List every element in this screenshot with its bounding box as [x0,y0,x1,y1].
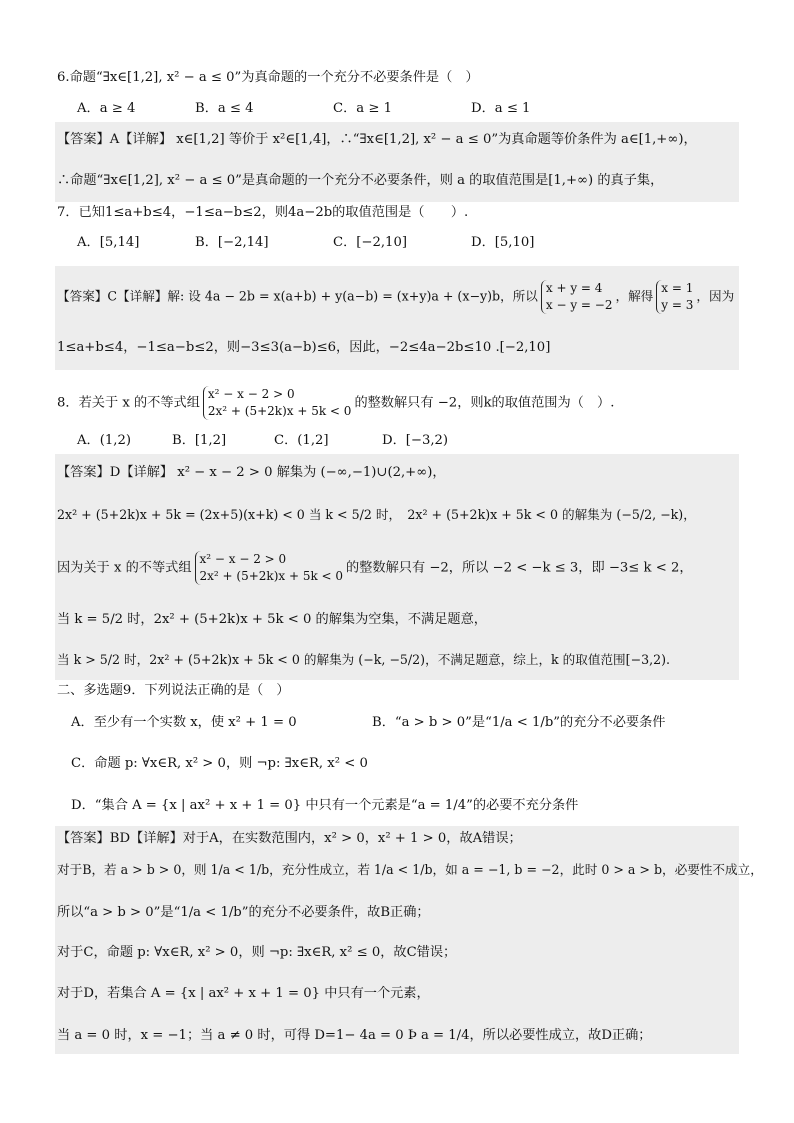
q7-option-c: C．[−2,10] [333,235,407,250]
q9-option-a: A．至少有一个实数 x，使 x² + 1 = 0 [71,715,297,730]
q9-option-d: D．“集合 A = {x | ax² + x + 1 = 0} 中只有一个元素是“a = 1/4”的必要不充分条件 [71,798,579,813]
q7-option-d: D．[5,10] [471,235,535,250]
q6-answer-line-1: 【答案】A【详解】 x∈[1,2] 等价于 x²∈[1,4]，∴“∃x∈[1,2], x² − a ≤ 0”为真命题等价条件为 a∈[1,+∞)， [57,132,697,147]
q6-option-d: D．a ≤ 1 [471,101,531,116]
q8-answer-line-3: 因为关于 x 的不等式组 x² − x − 2 > 0 2x² + (5+2k)x + 5k < 0 的整数解只有 −2，所以 −2 < −k ≤ 3，即 −3≤ k < 2， [57,552,693,583]
q8-option-b: B．[1,2] [172,433,227,448]
q6-option-a: A．a ≥ 4 [77,101,136,116]
q8-option-a: A．(1,2) [77,433,131,448]
q7-option-a: A．[5,14] [77,235,140,250]
q9-answer-line-1: 【答案】BD【详解】对于A，在实数范围内，x² > 0，x² + 1 > 0，故A错误； [57,831,522,846]
question-9-stem: 二、多选题9．下列说法正确的是（ ） [57,683,290,698]
q9-answer-line-5: 对于D，若集合 A = {x | ax² + x + 1 = 0} 中只有一个元素， [57,986,430,1001]
q7-option-b: B．[−2,14] [195,235,269,250]
q7-answer-line-1: 【答案】C【详解】解: 设 4a − 2b = x(a+b) + y(a−b) = (x+y)a + (x−y)b，所以 x + y = 4 x − y = −2 ，解得 x = 1 y = 3 ，因为 [57,281,735,312]
q6-answer-line-2: ∴命题“∃x∈[1,2], x² − a ≤ 0”是真命题的一个充分不必要条件，则 a 的取值范围是[1,+∞) 的真子集， [57,173,664,188]
q7-equation-system-2: x = 1 y = 3 [656,280,693,314]
q7-answer-line-2: 1≤a+b≤4，−1≤a−b≤2，则−3≤3(a−b)≤6，因此，−2≤4a−2b≤10 .[−2,10] [57,340,551,355]
q8-inequality-system: x² − x − 2 > 0 2x² + (5+2k)x + 5k < 0 [203,386,352,420]
q7-answer-prefix: 【答案】C【详解】解: 设 4a − 2b = x(a+b) + y(a−b) = (x+y)a + (x−y)b，所以 [57,288,538,304]
q9-option-c: C．命题 p: ∀x∈R, x² > 0，则 ¬p: ∃x∈R, x² < 0 [71,756,368,771]
q9-answer-line-6: 当 a = 0 时，x = −1；当 a ≠ 0 时，可得 D=1− 4a = 0 Þ a = 1/4，所以必要性成立，故D正确； [57,1028,652,1043]
q9-answer-line-3: 所以“a > b > 0”是“1/a < 1/b”的充分不必要条件，故B正确； [57,905,430,920]
q8-answer-line-5: 当 k > 5/2 时，2x² + (5+2k)x + 5k < 0 的解集为 (−k, −5/2)，不满足题意，综上，k 的取值范围[−3,2). [57,652,671,667]
q9-answer-line-2: 对于B，若 a > b > 0，则 1/a < 1/b，充分性成立，若 1/a < 1/b，如 a = −1, b = −2，此时 0 > a > b，必要性不成立， [57,862,763,877]
q8-option-c: C．(1,2] [274,433,329,448]
q8-option-d: D．[−3,2) [382,433,449,448]
q6-option-b: B．a ≤ 4 [195,101,254,116]
q7-equation-system-1: x + y = 4 x − y = −2 [541,280,613,314]
q8-answer-line-2: 2x² + (5+2k)x + 5k = (2x+5)(x+k) < 0 当 k < 5/2 时， 2x² + (5+2k)x + 5k < 0 的解集为 (−5/2, −k)， [57,507,696,522]
q9-option-b: B．“a > b > 0”是“1/a < 1/b”的充分不必要条件 [372,715,666,730]
q8-answer-system: x² − x − 2 > 0 2x² + (5+2k)x + 5k < 0 [195,551,344,585]
question-6-stem: 6.命题“∃x∈[1,2], x² − a ≤ 0”为真命题的一个充分不必要条件是（ ） [57,70,479,85]
q8-answer-line-4: 当 k = 5/2 时，2x² + (5+2k)x + 5k < 0 的解集为空集，不满足题意， [57,612,487,627]
question-8-stem: 8．若关于 x 的不等式组 x² − x − 2 > 0 2x² + (5+2k)x + 5k < 0 的整数解只有 −2，则k的取值范围为（ ）. [57,387,615,418]
question-7-stem: 7．已知1≤a+b≤4，−1≤a−b≤2，则4a−2b的取值范围是（ ）. [57,205,469,220]
q8-answer-line-1: 【答案】D【详解】 x² − x − 2 > 0 解集为 (−∞,−1)∪(2,+∞)， [57,465,446,480]
q6-option-c: C．a ≥ 1 [333,101,392,116]
q9-answer-line-4: 对于C，命题 p: ∀x∈R, x² > 0，则 ¬p: ∃x∈R, x² ≤ 0，故C错误； [57,945,457,960]
